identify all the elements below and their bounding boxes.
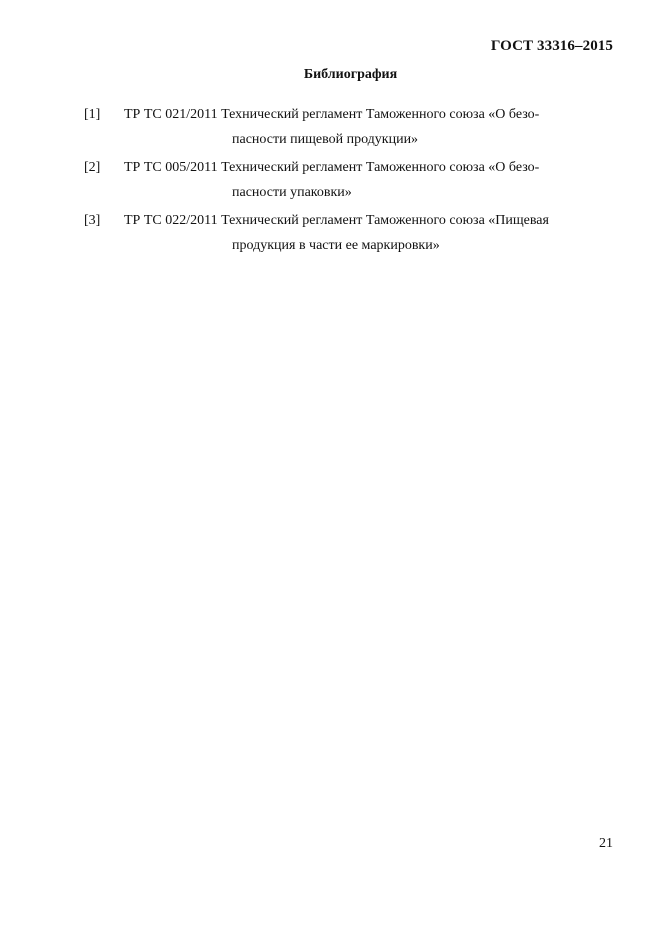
bibliography-entry-number: [2]: [84, 160, 101, 175]
bibliography-entry-line-1: ТР ТС 005/2011 Технический регламент Таможенного союза «О безо-: [124, 160, 540, 175]
page-number: 21: [599, 836, 613, 851]
bibliography-entry-1: [84, 101, 614, 154]
bibliography-entry-number: [3]: [84, 213, 101, 228]
bibliography-entry-line-2: пасности упаковки»: [232, 185, 352, 200]
bibliography-entry-3: [84, 207, 614, 260]
bibliography-entry-line-1: ТР ТС 021/2011 Технический регламент Таможенного союза «О безо-: [124, 107, 540, 122]
bibliography-title: [0, 67, 661, 83]
bibliography-list: [84, 101, 614, 260]
bibliography-title-text: Библиография: [303, 67, 398, 82]
bibliography-entry-number: [1]: [84, 107, 101, 122]
bibliography-entry-line-2: пасности пищевой продукции»: [232, 132, 419, 147]
bibliography-entry-2: [84, 154, 614, 207]
bibliography-entry-line-2: продукция в части ее маркировки»: [232, 238, 440, 253]
bibliography-entry-line-1: ТР ТС 022/2011 Технический регламент Таможенного союза «Пищевая: [124, 213, 549, 228]
document-code: ГОСТ 33316–2015: [490, 38, 613, 54]
